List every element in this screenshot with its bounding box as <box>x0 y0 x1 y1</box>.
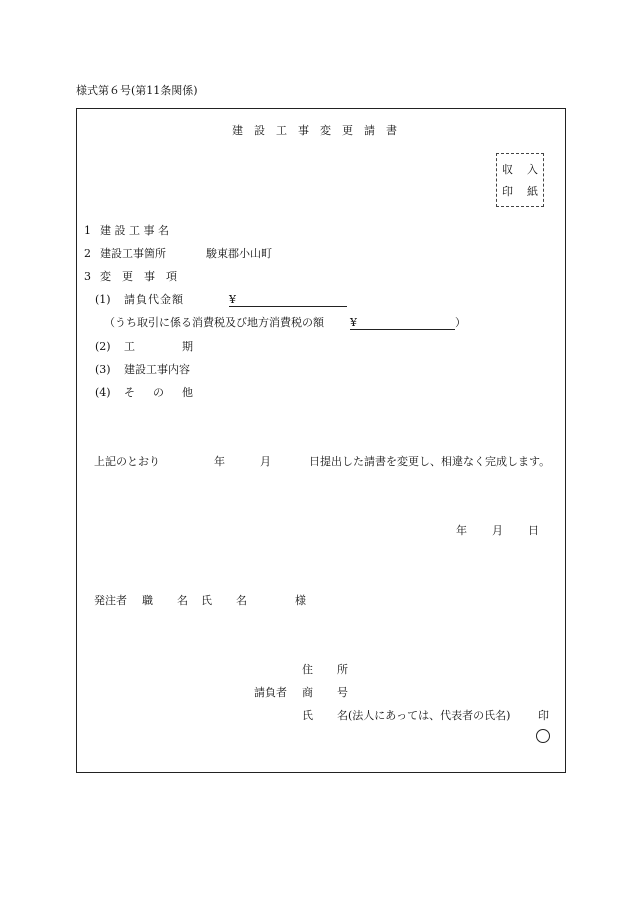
seal-circle-icon <box>536 729 550 743</box>
tax-note-open: （うち取引に係る消費税及び地方消費税の額 <box>104 316 324 329</box>
contractor-address-a: 住 <box>302 663 313 676</box>
item-1-number: 1 <box>84 224 91 237</box>
orderer-shoku: 職 <box>142 594 153 607</box>
statement-suffix: 日提出した請書を変更し、相違なく完成します。 <box>309 455 551 468</box>
orderer-sama: 様 <box>295 594 306 607</box>
orderer-mei: 名 <box>177 594 188 607</box>
statement-year: 年 <box>214 455 225 468</box>
item-2-number: 2 <box>84 247 91 260</box>
statement-month: 月 <box>260 455 271 468</box>
date-day: 日 <box>528 524 539 537</box>
date-year: 年 <box>456 524 467 537</box>
document-title: 建 設 工 事 変 更 請 書 <box>232 124 397 137</box>
statement-prefix: 上記のとおり <box>94 455 160 468</box>
sub-item-3-label: 建設工事内容 <box>124 363 190 376</box>
item-2-value: 駿東郡小山町 <box>206 247 272 260</box>
contractor-name-b: 名(法人にあっては、代表者の氏名) <box>337 709 511 722</box>
sub-item-2-label-b: 期 <box>182 340 193 353</box>
sub-item-3-number: (3) <box>95 363 111 376</box>
tax-amount-yen: ¥ <box>350 316 357 329</box>
contractor-label: 請負者 <box>254 686 287 699</box>
contractor-name-a: 氏 <box>302 709 313 722</box>
item-2-label: 建設工事箇所 <box>100 247 166 260</box>
contractor-trade-b: 号 <box>337 686 348 699</box>
date-month: 月 <box>492 524 503 537</box>
contractor-seal-label: 印 <box>538 709 549 722</box>
item-1-label: 建 設 工 事 名 <box>100 224 169 237</box>
sub-item-4-label-b: の <box>153 386 164 399</box>
sub-item-2-number: (2) <box>95 340 111 353</box>
contractor-address-b: 所 <box>337 663 348 676</box>
orderer-label: 発注者 <box>94 594 127 607</box>
item-3-number: 3 <box>84 270 91 283</box>
tax-note-close: ） <box>455 316 466 329</box>
form-frame <box>76 108 566 773</box>
tax-amount-underline <box>350 329 455 330</box>
sub-item-4-label-c: 他 <box>182 386 193 399</box>
sub-item-2-label-a: 工 <box>124 340 135 353</box>
sub-item-4-number: (4) <box>95 386 111 399</box>
sub-item-4-label-a: そ <box>124 386 135 399</box>
stamp-text-nyu: 入 <box>527 163 538 176</box>
orderer-mei2: 名 <box>236 594 247 607</box>
sub-item-1-label: 請負代金額 <box>124 293 184 306</box>
contract-amount-underline <box>229 306 347 307</box>
stamp-text-shi: 紙 <box>527 185 538 198</box>
contract-amount-yen: ¥ <box>229 293 236 306</box>
orderer-shi: 氏 <box>201 594 212 607</box>
contractor-trade-a: 商 <box>302 686 313 699</box>
stamp-text-in: 印 <box>502 185 513 198</box>
form-number-label: 様式第６号(第11条関係) <box>76 84 198 97</box>
stamp-text-shu: 収 <box>502 163 513 176</box>
item-3-label: 変 更 事 項 <box>100 270 177 283</box>
sub-item-1-number: (1) <box>95 293 111 306</box>
